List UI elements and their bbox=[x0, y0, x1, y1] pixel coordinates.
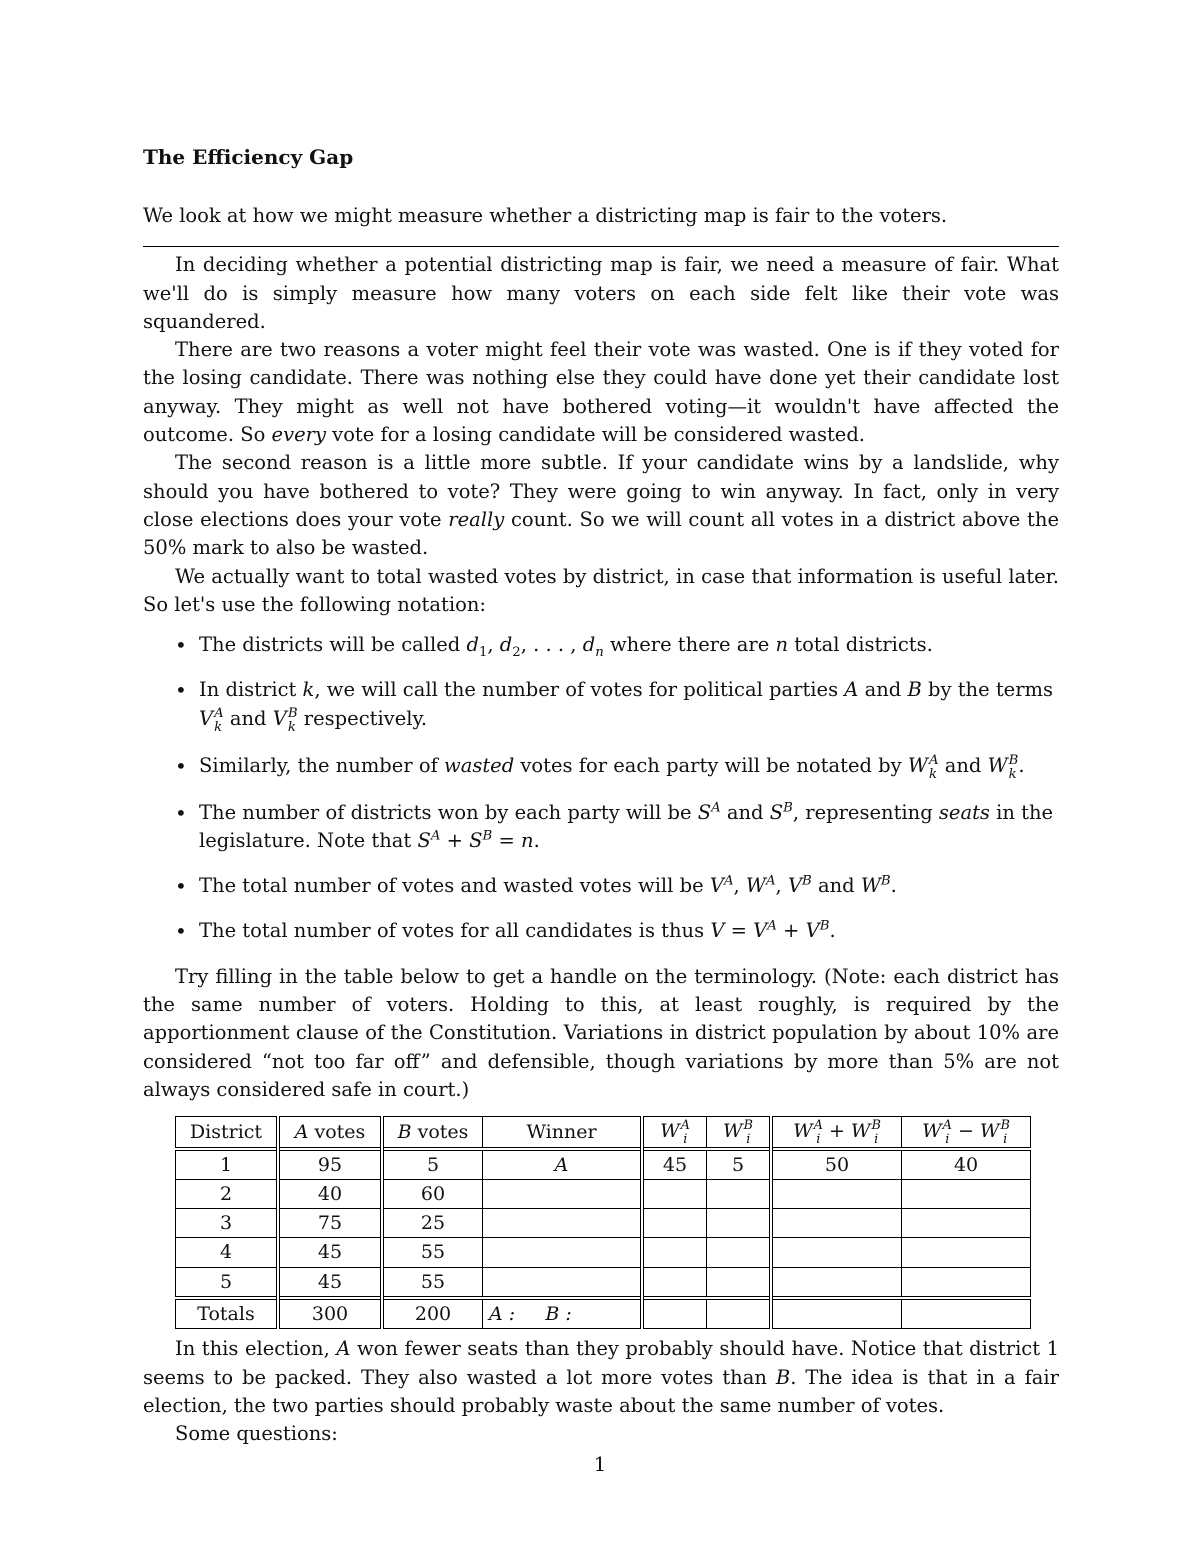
header-a-votes: A votes bbox=[278, 1117, 382, 1149]
table-row: 3 75 25 bbox=[176, 1209, 1031, 1238]
list-item: • The number of districts won by each party will be $S^A$ and $S^B$, representing seats in the legislature. Note that $S^A + S^B = n$. bbox=[175, 799, 1059, 856]
divider-rule bbox=[143, 246, 1059, 247]
paragraph-2: There are two reasons a voter might feel their vote was wasted. One is if they voted for the losing candidate. There was nothing else they could have done yet their candidate lost anyway. They might as well not have bothered voting—it wouldn't have affected the outcome. So every vote for a losing candidate will be considered wasted. bbox=[143, 338, 1059, 447]
document-body bbox=[143, 142, 1059, 1449]
list-item: • In district k, we will call the number of votes for political parties A and B by the terms V A k and V B k respectively. bbox=[175, 676, 1059, 734]
paragraph-7: Some questions: bbox=[175, 1422, 338, 1446]
paragraph-1: In deciding whether a potential districting map is fair, we need a measure of fair. What we'll do is simply measure how many voters on each side felt like their vote was squandered. bbox=[143, 253, 1059, 333]
header-district: District bbox=[176, 1117, 279, 1149]
header-wasted-a: W A i bbox=[642, 1117, 707, 1149]
table-row: 1 95 5 A 45 5 50 40 bbox=[176, 1149, 1031, 1180]
table-row: 4 45 55 bbox=[176, 1238, 1031, 1267]
paragraph-6: In this election, A won fewer seats than they probably should have. Notice that district 1 seems to be packed. They also wasted a lot more votes than B. The idea is that in a fair election, the two parties should probably waste about the same number of votes. bbox=[143, 1337, 1060, 1417]
list-item: • The total number of votes and wasted votes will be $V^A$, $W^A$, $V^B$ and $W^B$. bbox=[175, 872, 1059, 900]
intro-text: We look at how we might measure whether a districting map is fair to the voters. bbox=[143, 204, 948, 227]
header-winner: Winner bbox=[483, 1117, 643, 1149]
table-row: 2 40 60 bbox=[176, 1179, 1031, 1208]
list-item: • Similarly, the number of wasted votes for each party will be notated by W A k and W B k . bbox=[175, 752, 1059, 782]
header-wasted-sum: W A i + W B i bbox=[771, 1117, 902, 1149]
table-row: 5 45 55 bbox=[176, 1267, 1031, 1298]
page-number: 1 bbox=[593, 1452, 607, 1476]
list-item: • The districts will be called $d_1$, $d_2$, . . . , $d_n$ where there are n total districts. bbox=[175, 631, 1059, 659]
paragraph-4: We actually want to total wasted votes by district, in case that information is useful later. So let's use the following notation: bbox=[143, 564, 1059, 616]
document-title: The Efficiency Gap bbox=[143, 145, 354, 169]
header-wasted-b: W B i bbox=[707, 1117, 772, 1149]
header-b-votes: B votes bbox=[382, 1117, 483, 1149]
table-header-row bbox=[176, 1117, 1031, 1149]
totals-winner-cell[interactable]: A : B : bbox=[483, 1298, 643, 1329]
list-item: • The total number of votes for all candidates is thus $V = V^A + V^B$. bbox=[175, 917, 1059, 945]
notation-list bbox=[143, 631, 1059, 946]
paragraph-5: Try filling in the table below to get a handle on the terminology. (Note: each district has the same number of voters. Holding to this, at least roughly, is required by the apportionment clause of the Constitution. Variations in district population by about 10% are considered “not too far off” and defensible, though variations by more than 5% are not always considered safe in court.) bbox=[143, 964, 1059, 1101]
paragraph-3: The second reason is a little more subtle. If your candidate wins by a landslide, why should you have bothered to vote? They were going to win anyway. In fact, only in very close elections does your vote really count. So we will count all votes in a district above the 50% mark to also be wasted. bbox=[143, 451, 1059, 560]
header-wasted-diff: W A i − W B i bbox=[902, 1117, 1031, 1149]
table-totals-row: Totals 300 200 A : B : bbox=[176, 1298, 1031, 1329]
wasted-votes-table bbox=[175, 1116, 1031, 1329]
